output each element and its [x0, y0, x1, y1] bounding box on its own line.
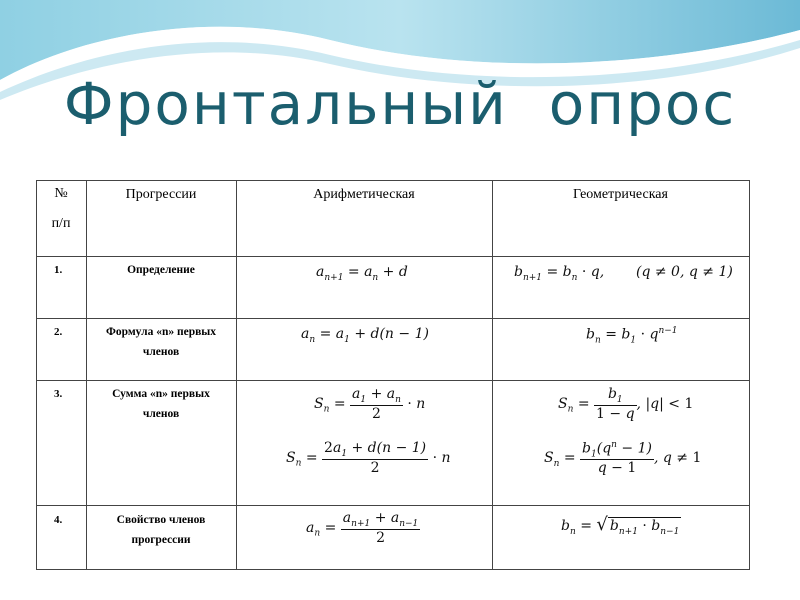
header-num-line2: п/п	[51, 216, 71, 231]
formula-sum-geom1: $S_n$ = $\frac{b_1}{1 - q}$ , |q| < 1	[558, 386, 694, 422]
row-num: 4.	[54, 514, 63, 526]
row-label-property	[86, 510, 236, 550]
formula-sum-arith1: $S_n$ = $\frac{a_1 + a_n}{2}$ · n	[314, 386, 426, 422]
row-label-line: членов	[142, 408, 180, 420]
formula-def-geom-cond: (q ≠ 0, q ≠ 1)	[636, 264, 733, 280]
row-label-line: прогрессии	[131, 534, 191, 546]
header-arithmetic: Арифметическая	[313, 187, 415, 202]
formula-nth-geom: $b_n = b_1 \cdot q^{n-1}$	[586, 326, 678, 346]
row-num: 2.	[54, 326, 63, 338]
header-geometric: Геометрическая	[573, 187, 668, 202]
progressions-table	[36, 180, 750, 570]
row-label-definition: Определение	[127, 264, 195, 276]
formula-def-geom: $b_{n+1} = b_n \cdot q$,	[514, 264, 605, 283]
row-label-line: членов	[142, 346, 180, 358]
row-label-nth-formula	[86, 322, 236, 362]
row-label-line: Сумма «n» первых	[112, 388, 210, 400]
formula-def-arith: $a_{n+1} = a_n + d$	[316, 264, 408, 283]
formula-sum-geom2: $S_n$ = $\frac{b_1(q^n - 1)}{q - 1}$ , q ≠ 1	[544, 440, 702, 477]
formula-prop-geom: $b_n$ = √ $b_{n+1} \cdot b_{n-1}$	[561, 514, 680, 537]
row-num: 3.	[54, 388, 63, 400]
header-progressions: Прогрессии	[125, 187, 197, 202]
formula-prop-arith: $a_n$ = $\frac{a_{n+1} + a_{n-1}}{2}$	[306, 510, 419, 546]
formula-sum-arith2: $S_n$ = $\frac{2a_1 + d(n - 1)}{2}$ · n	[286, 440, 451, 476]
formula-nth-arith: $a_n = a_1 + d(n - 1)$	[301, 326, 429, 345]
header-num	[36, 186, 86, 232]
row-num: 1.	[54, 264, 63, 276]
header-num-line1: №	[54, 186, 68, 201]
slide-title: Фронтальный опрос	[63, 70, 737, 138]
row-label-line: Свойство членов	[116, 514, 206, 526]
row-label-sum	[86, 384, 236, 424]
row-label-line: Формула «n» первых	[105, 326, 217, 338]
